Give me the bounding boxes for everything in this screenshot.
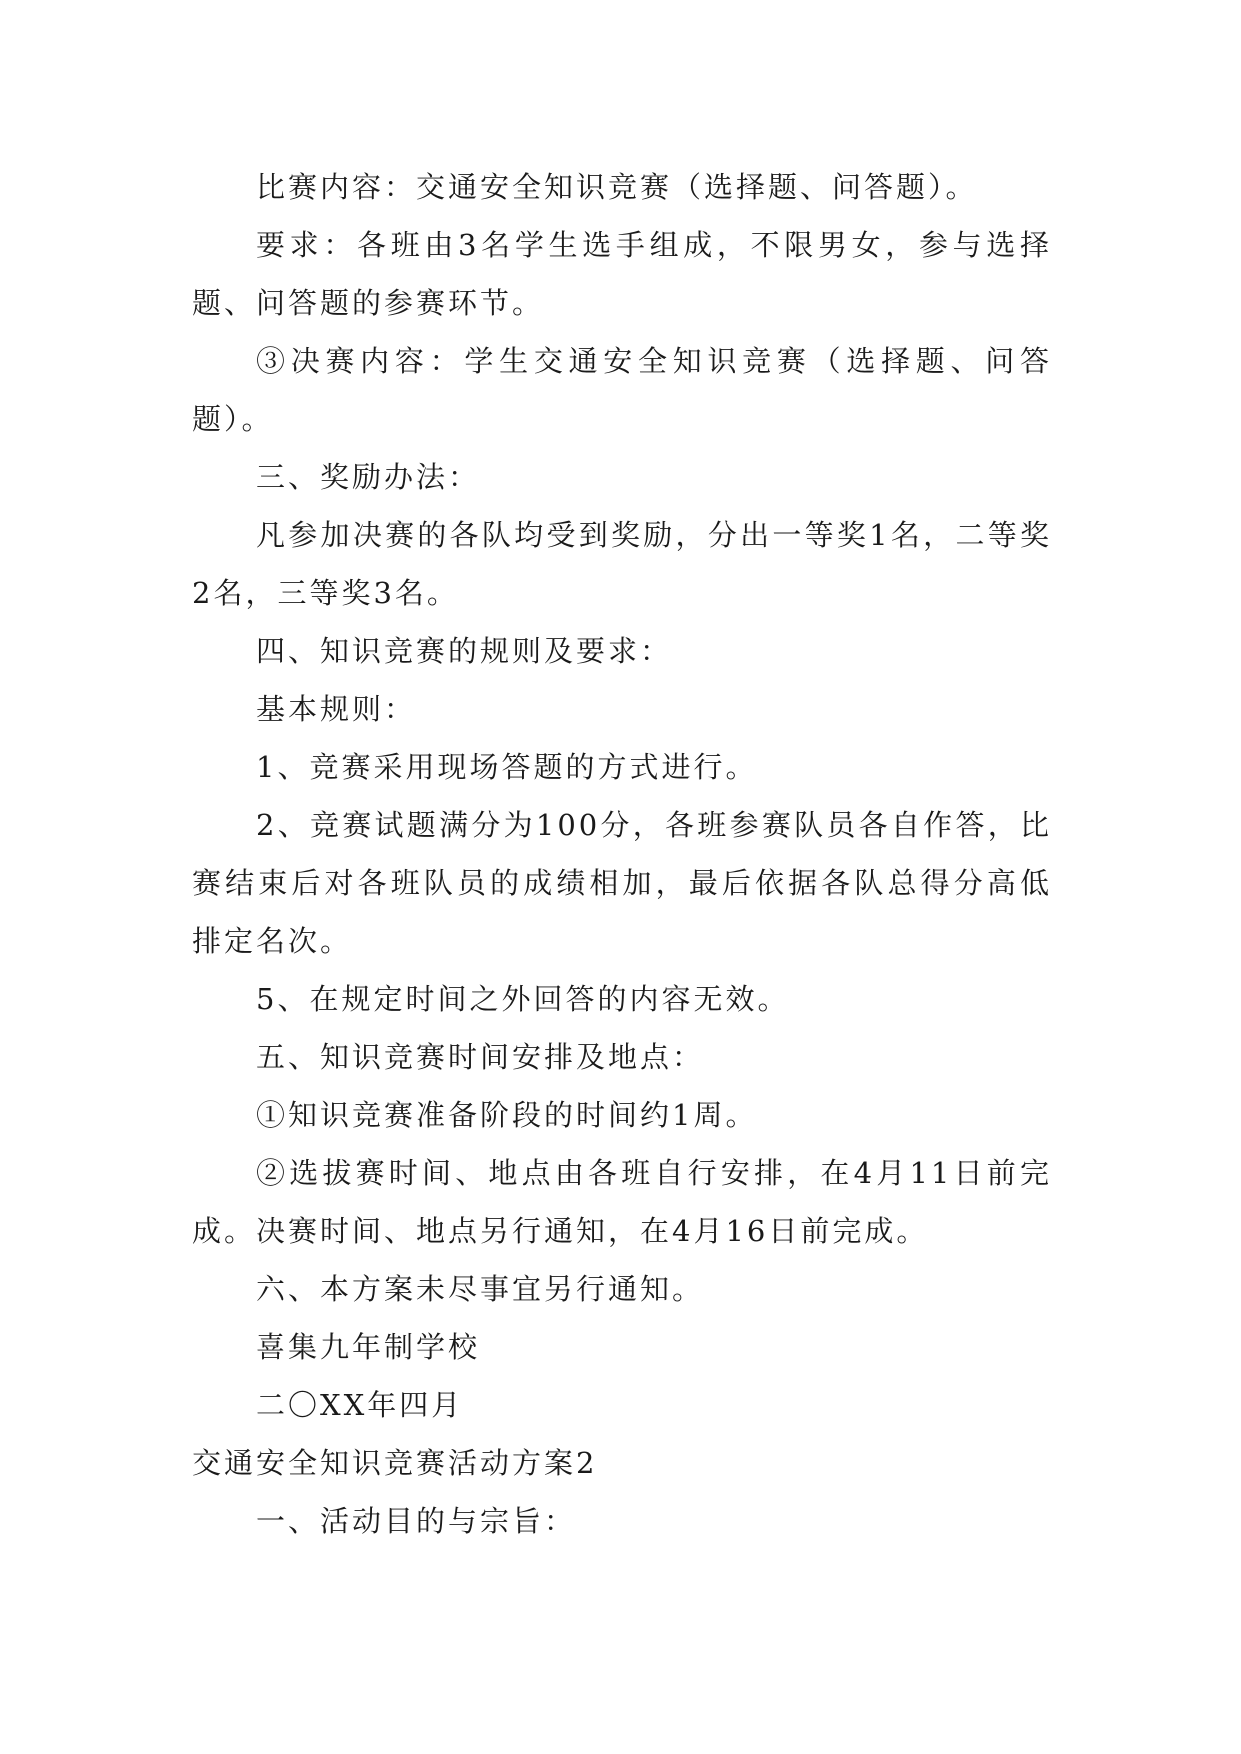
subheading-basic-rules: 基本规则： — [256, 692, 417, 726]
paragraph-final-content: ③决赛内容：学生交通安全知识竞赛（选择题、问答题）。 — [192, 344, 1052, 436]
section-heading-rewards: 三、奖励办法： — [256, 460, 481, 494]
section-heading-purpose: 一、活动目的与宗旨： — [256, 1504, 577, 1538]
document-body — [192, 158, 1052, 1550]
schedule-item-2: ②选拔赛时间、地点由各班自行安排，在4月11日前完成。决赛时间、地点另行通知，在4月16日前完成。 — [192, 1156, 1052, 1248]
section-heading-schedule: 五、知识竞赛时间安排及地点： — [256, 1040, 705, 1074]
signature-school: 喜集九年制学校 — [256, 1330, 481, 1364]
rule-item-5: 5、在规定时间之外回答的内容无效。 — [256, 982, 790, 1016]
paragraph-competition-content: 比赛内容：交通安全知识竞赛（选择题、问答题）。 — [256, 170, 978, 204]
paragraph-requirements: 要求：各班由3名学生选手组成，不限男女，参与选择题、问答题的参赛环节。 — [192, 228, 1052, 320]
document-title-2: 交通安全知识竞赛活动方案2 — [192, 1446, 598, 1480]
section-heading-other: 六、本方案未尽事宜另行通知。 — [256, 1272, 705, 1306]
section-heading-rules: 四、知识竞赛的规则及要求： — [256, 634, 673, 668]
schedule-item-1: ①知识竞赛准备阶段的时间约1周。 — [256, 1098, 758, 1132]
rule-item-1: 1、竞赛采用现场答题的方式进行。 — [256, 750, 758, 784]
signature-date: 二〇XX年四月 — [256, 1388, 464, 1422]
paragraph-rewards: 凡参加决赛的各队均受到奖励，分出一等奖1名，二等奖2名，三等奖3名。 — [192, 518, 1052, 610]
rule-item-2: 2、竞赛试题满分为100分，各班参赛队员各自作答，比赛结束后对各班队员的成绩相加，最后依据各队总得分高低排定名次。 — [192, 808, 1052, 958]
